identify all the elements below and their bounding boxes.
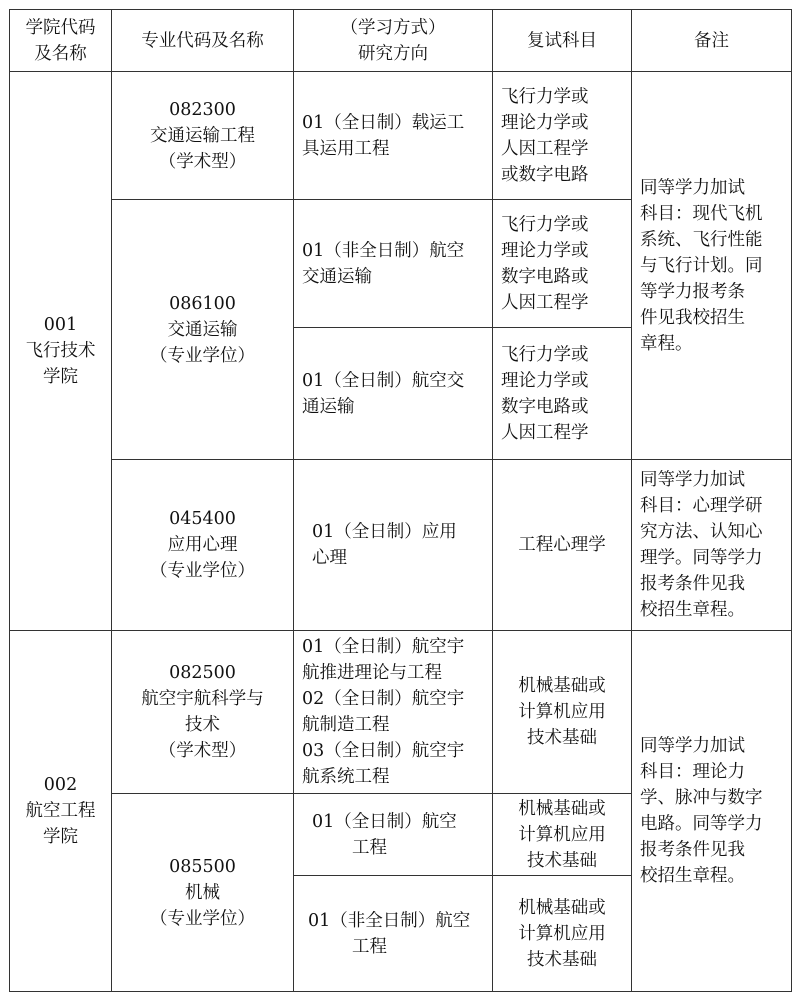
subjects-cell	[493, 200, 632, 328]
header-major	[112, 10, 294, 72]
header-subjects	[493, 10, 632, 72]
subject-line: 计算机应用	[518, 824, 606, 845]
subjects-cell	[493, 631, 632, 794]
direction-cell	[294, 460, 493, 631]
direction-line: 航系统工程	[302, 767, 390, 787]
college-name-line1: 航空工程	[25, 801, 96, 821]
header-notes	[632, 10, 792, 72]
direction-line: 01（非全日制）航空	[302, 240, 465, 261]
subject-line: 技术基础	[527, 850, 597, 871]
direction-cell	[294, 876, 493, 992]
direction-line: 01（全日制）航空交	[302, 370, 465, 391]
header-direction-line1: （学习方式）	[340, 17, 446, 38]
header-major-line1: 专业代码及名称	[141, 30, 264, 51]
note-line: 报考条件见我	[640, 574, 745, 594]
note-line: 科目：理论力	[640, 762, 745, 782]
admission-table	[9, 9, 792, 992]
note-line: 同等学力加试	[640, 736, 745, 756]
header-direction	[294, 10, 493, 72]
subject-line: 数字电路或	[501, 266, 589, 287]
note-line: 同等学力加试	[640, 470, 745, 490]
direction-line: 03（全日制）航空宇	[302, 741, 465, 761]
major-code: 082500	[169, 663, 236, 683]
subject-line: 或数字电路	[501, 164, 589, 185]
note-line: 等学力报考条	[640, 281, 745, 302]
note-line: 科目：心理学研	[640, 496, 763, 516]
subject-line: 机械基础或	[518, 897, 606, 918]
direction-line: 01（全日制）航空宇	[302, 637, 465, 657]
subject-line: 理论力学或	[501, 112, 589, 133]
subject-line: 工程心理学	[518, 535, 606, 555]
direction-line: 心理	[312, 548, 347, 568]
direction-cell	[294, 794, 493, 876]
subject-line: 人因工程学	[501, 138, 589, 159]
table-row	[10, 631, 792, 794]
college-cell-002	[10, 631, 112, 992]
table-row	[10, 72, 792, 200]
note-line: 章程。	[640, 333, 693, 354]
direction-line: 01（全日制）载运工	[302, 112, 465, 133]
direction-line: 01（全日制）应用	[312, 522, 457, 542]
note-line: 同等学力加试	[640, 177, 745, 198]
major-code: 085500	[169, 856, 236, 877]
direction-line: 工程	[352, 837, 387, 858]
college-code: 001	[43, 315, 78, 335]
college-name-line2: 学院	[43, 827, 78, 847]
subject-line: 飞行力学或	[501, 214, 589, 235]
major-name: 交通运输	[167, 319, 238, 340]
major-code: 045400	[169, 509, 236, 529]
major-code: 086100	[169, 293, 236, 314]
table-row	[10, 460, 792, 631]
subjects-cell	[493, 328, 632, 460]
note-line: 与飞行计划。同	[640, 255, 763, 276]
subject-line: 机械基础或	[518, 798, 606, 819]
note-line: 理学。同等学力	[640, 548, 763, 568]
college-cell-001	[10, 72, 112, 631]
college-name-line1: 飞行技术	[25, 341, 96, 361]
subject-line: 人因工程学	[501, 292, 589, 313]
note-cell-001a	[632, 72, 792, 460]
direction-line: 通运输	[302, 396, 355, 417]
direction-line: 交通运输	[302, 266, 372, 287]
subject-line: 技术基础	[527, 728, 597, 748]
subjects-cell	[493, 72, 632, 200]
header-college-line1: 学院代码	[25, 17, 96, 38]
college-name-line2: 学院	[43, 367, 78, 387]
note-cell-001b	[632, 460, 792, 631]
header-college	[10, 10, 112, 72]
subjects-cell	[493, 876, 632, 992]
major-cell-086100	[112, 200, 294, 460]
major-type: （专业学位）	[150, 345, 255, 366]
note-cell-002	[632, 631, 792, 992]
subject-line: 计算机应用	[518, 923, 606, 944]
major-cell-045400	[112, 460, 294, 631]
note-line: 系统、飞行性能	[640, 229, 763, 250]
subject-line: 人因工程学	[501, 422, 589, 443]
subject-line: 数字电路或	[501, 396, 589, 417]
subject-line: 理论力学或	[501, 240, 589, 261]
direction-line: 航制造工程	[302, 715, 390, 735]
direction-cell	[294, 200, 493, 328]
direction-line: 01（全日制）航空	[312, 811, 457, 832]
major-code: 082300	[169, 99, 236, 120]
header-subjects-line1: 复试科目	[527, 30, 597, 51]
subject-line: 理论力学或	[501, 370, 589, 391]
note-line: 科目：现代飞机	[640, 203, 763, 224]
direction-line: 航推进理论与工程	[302, 663, 442, 683]
direction-line: 02（全日制）航空宇	[302, 689, 465, 709]
major-name: 应用心理	[167, 535, 238, 555]
major-cell-082300	[112, 72, 294, 200]
note-line: 校招生章程。	[640, 866, 745, 886]
direction-cell	[294, 328, 493, 460]
note-line: 报考条件见我	[640, 840, 745, 860]
note-line: 校招生章程。	[640, 600, 745, 620]
major-type: （专业学位）	[150, 908, 255, 929]
subject-line: 飞行力学或	[501, 86, 589, 107]
direction-line: 工程	[352, 936, 387, 957]
college-code: 002	[43, 775, 78, 795]
subject-line: 计算机应用	[518, 702, 606, 722]
major-type: （学术型）	[158, 741, 247, 761]
subject-line: 技术基础	[527, 949, 597, 970]
major-cell-082500	[112, 631, 294, 794]
major-name: 机械	[185, 882, 220, 903]
header-row	[10, 10, 792, 72]
major-type: （学术型）	[158, 151, 247, 172]
subjects-cell	[493, 794, 632, 876]
header-college-line2: 及名称	[34, 43, 87, 64]
direction-line: 具运用工程	[302, 138, 390, 159]
direction-cell	[294, 72, 493, 200]
note-line: 究方法、认知心	[640, 522, 763, 542]
subject-line: 机械基础或	[518, 676, 606, 696]
subject-line: 飞行力学或	[501, 344, 589, 365]
major-type: （专业学位）	[150, 561, 255, 581]
major-name-line2: 技术	[185, 715, 220, 735]
major-name: 交通运输工程	[150, 125, 255, 146]
note-line: 件见我校招生	[640, 307, 745, 328]
direction-cell	[294, 631, 493, 794]
major-name-line1: 航空宇航科学与	[141, 689, 264, 709]
note-line: 学、脉冲与数字	[640, 788, 763, 808]
subjects-cell	[493, 460, 632, 631]
direction-line: 01（非全日制）航空	[308, 910, 471, 931]
note-line: 电路。同等学力	[640, 814, 763, 834]
header-direction-line2: 研究方向	[358, 43, 428, 64]
header-notes-line1: 备注	[694, 30, 729, 51]
major-cell-085500	[112, 794, 294, 992]
